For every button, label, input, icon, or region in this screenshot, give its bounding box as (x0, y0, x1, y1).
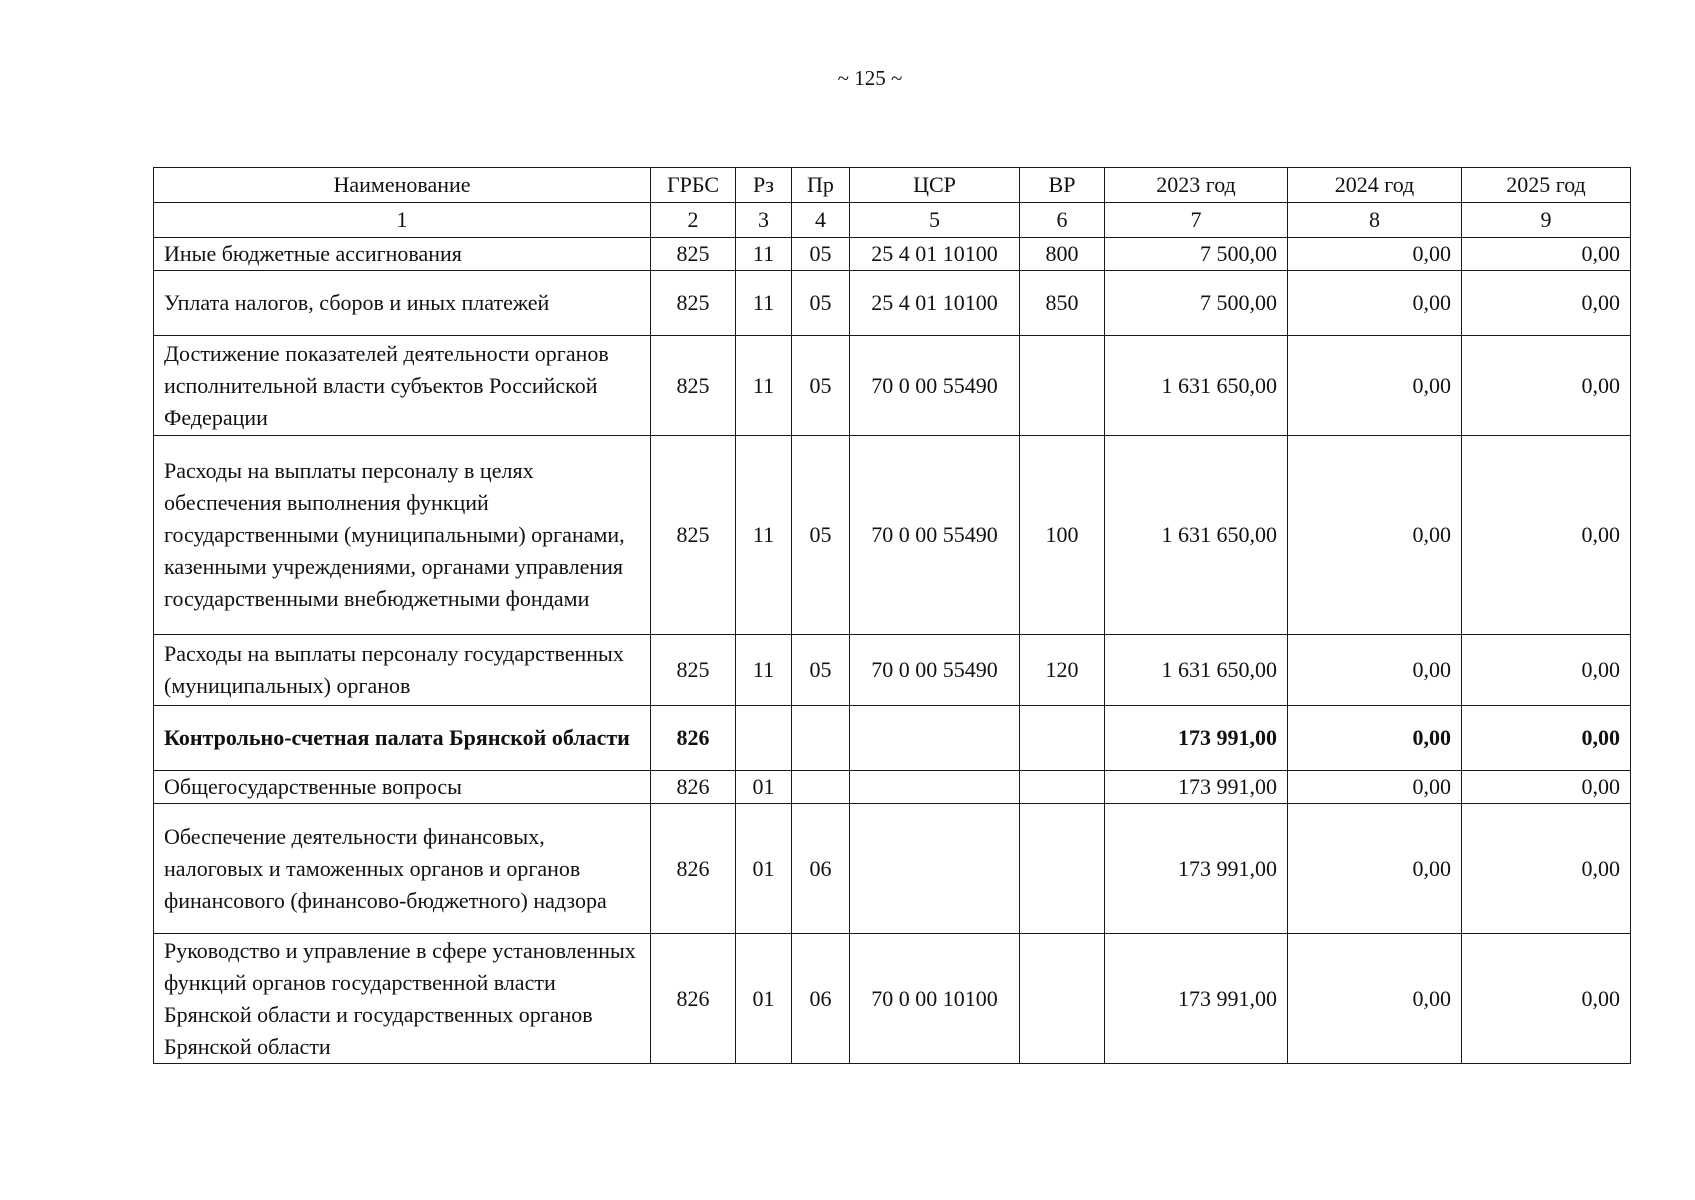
row-rz: 11 (736, 336, 792, 436)
table-row (154, 635, 1631, 706)
row-2024: 0,00 (1288, 238, 1462, 271)
row-2025: 0,00 (1462, 436, 1631, 635)
row-2023: 173 991,00 (1105, 706, 1288, 771)
column-number: 1 (154, 203, 651, 238)
row-2025: 0,00 (1462, 271, 1631, 336)
row-2025: 0,00 (1462, 771, 1631, 804)
row-pr: 05 (792, 336, 850, 436)
row-name: Расходы на выплаты персоналу в целях обеспечения выполнения функций государственными (муниципальными) органами, казенными учреждениями, органами управления государственными внебюджетными фондами (154, 436, 651, 635)
row-csr: 70 0 00 10100 (850, 934, 1020, 1064)
row-csr (850, 771, 1020, 804)
row-csr: 25 4 01 10100 (850, 271, 1020, 336)
row-vr: 120 (1020, 635, 1105, 706)
row-pr: 06 (792, 804, 850, 934)
budget-table (153, 167, 1631, 1064)
row-name: Достижение показателей деятельности органов исполнительной власти субъектов Российской Федерации (154, 336, 651, 436)
row-pr (792, 771, 850, 804)
header-csr: ЦСР (850, 168, 1020, 203)
row-grbs: 826 (651, 934, 736, 1064)
row-csr: 70 0 00 55490 (850, 635, 1020, 706)
row-vr (1020, 706, 1105, 771)
row-pr: 05 (792, 271, 850, 336)
table-row (154, 934, 1631, 1064)
row-2024: 0,00 (1288, 804, 1462, 934)
column-number: 2 (651, 203, 736, 238)
header-rz: Рз (736, 168, 792, 203)
row-pr (792, 706, 850, 771)
column-number: 7 (1105, 203, 1288, 238)
row-2025: 0,00 (1462, 635, 1631, 706)
row-vr: 850 (1020, 271, 1105, 336)
row-rz: 01 (736, 804, 792, 934)
row-csr (850, 804, 1020, 934)
table-row (154, 706, 1631, 771)
row-2024: 0,00 (1288, 771, 1462, 804)
row-name: Общегосударственные вопросы (154, 771, 651, 804)
row-vr: 100 (1020, 436, 1105, 635)
header-2024: 2024 год (1288, 168, 1462, 203)
row-2025: 0,00 (1462, 336, 1631, 436)
row-rz: 01 (736, 934, 792, 1064)
table-row (154, 336, 1631, 436)
row-name: Расходы на выплаты персоналу государственных (муниципальных) органов (154, 635, 651, 706)
row-2024: 0,00 (1288, 706, 1462, 771)
row-2025: 0,00 (1462, 706, 1631, 771)
row-2024: 0,00 (1288, 934, 1462, 1064)
row-rz: 01 (736, 771, 792, 804)
row-grbs: 825 (651, 336, 736, 436)
column-number: 4 (792, 203, 850, 238)
row-2023: 173 991,00 (1105, 804, 1288, 934)
row-grbs: 826 (651, 706, 736, 771)
column-number: 6 (1020, 203, 1105, 238)
row-vr (1020, 934, 1105, 1064)
row-grbs: 825 (651, 635, 736, 706)
table-row (154, 271, 1631, 336)
table-row (154, 238, 1631, 271)
row-grbs: 825 (651, 238, 736, 271)
row-csr: 70 0 00 55490 (850, 436, 1020, 635)
table-row (154, 804, 1631, 934)
header-vr: ВР (1020, 168, 1105, 203)
row-2023: 173 991,00 (1105, 934, 1288, 1064)
row-2023: 7 500,00 (1105, 238, 1288, 271)
row-vr (1020, 771, 1105, 804)
row-2025: 0,00 (1462, 238, 1631, 271)
row-rz: 11 (736, 635, 792, 706)
column-number: 8 (1288, 203, 1462, 238)
header-2025: 2025 год (1462, 168, 1631, 203)
row-2025: 0,00 (1462, 804, 1631, 934)
row-2023: 1 631 650,00 (1105, 336, 1288, 436)
row-name: Контрольно-счетная палата Брянской области (154, 706, 651, 771)
row-vr: 800 (1020, 238, 1105, 271)
row-rz: 11 (736, 436, 792, 635)
row-grbs: 825 (651, 436, 736, 635)
row-name: Руководство и управление в сфере установленных функций органов государственной власти Брянской области и государственных органов Брянской области (154, 934, 651, 1064)
row-name: Иные бюджетные ассигнования (154, 238, 651, 271)
row-2023: 7 500,00 (1105, 271, 1288, 336)
row-2024: 0,00 (1288, 336, 1462, 436)
row-rz: 11 (736, 238, 792, 271)
header-2023: 2023 год (1105, 168, 1288, 203)
table-row (154, 436, 1631, 635)
row-pr: 06 (792, 934, 850, 1064)
row-2024: 0,00 (1288, 635, 1462, 706)
column-number: 3 (736, 203, 792, 238)
row-grbs: 826 (651, 804, 736, 934)
row-2024: 0,00 (1288, 436, 1462, 635)
row-rz: 11 (736, 271, 792, 336)
row-name: Обеспечение деятельности финансовых, налоговых и таможенных органов и органов финансового (финансово-бюджетного) надзора (154, 804, 651, 934)
row-rz (736, 706, 792, 771)
header-row (154, 168, 1631, 203)
row-csr: 70 0 00 55490 (850, 336, 1020, 436)
row-csr: 25 4 01 10100 (850, 238, 1020, 271)
row-csr (850, 706, 1020, 771)
column-number: 5 (850, 203, 1020, 238)
table-row (154, 771, 1631, 804)
row-grbs: 826 (651, 771, 736, 804)
header-grbs: ГРБС (651, 168, 736, 203)
header-pr: Пр (792, 168, 850, 203)
row-2023: 1 631 650,00 (1105, 635, 1288, 706)
row-vr (1020, 336, 1105, 436)
row-pr: 05 (792, 635, 850, 706)
page-number: ~ 125 ~ (837, 66, 903, 90)
column-number-row (154, 203, 1631, 238)
column-number: 9 (1462, 203, 1631, 238)
row-pr: 05 (792, 436, 850, 635)
row-vr (1020, 804, 1105, 934)
row-2024: 0,00 (1288, 271, 1462, 336)
row-2025: 0,00 (1462, 934, 1631, 1064)
header-name: Наименование (154, 168, 651, 203)
row-grbs: 825 (651, 271, 736, 336)
row-2023: 173 991,00 (1105, 771, 1288, 804)
row-pr: 05 (792, 238, 850, 271)
row-name: Уплата налогов, сборов и иных платежей (154, 271, 651, 336)
row-2023: 1 631 650,00 (1105, 436, 1288, 635)
